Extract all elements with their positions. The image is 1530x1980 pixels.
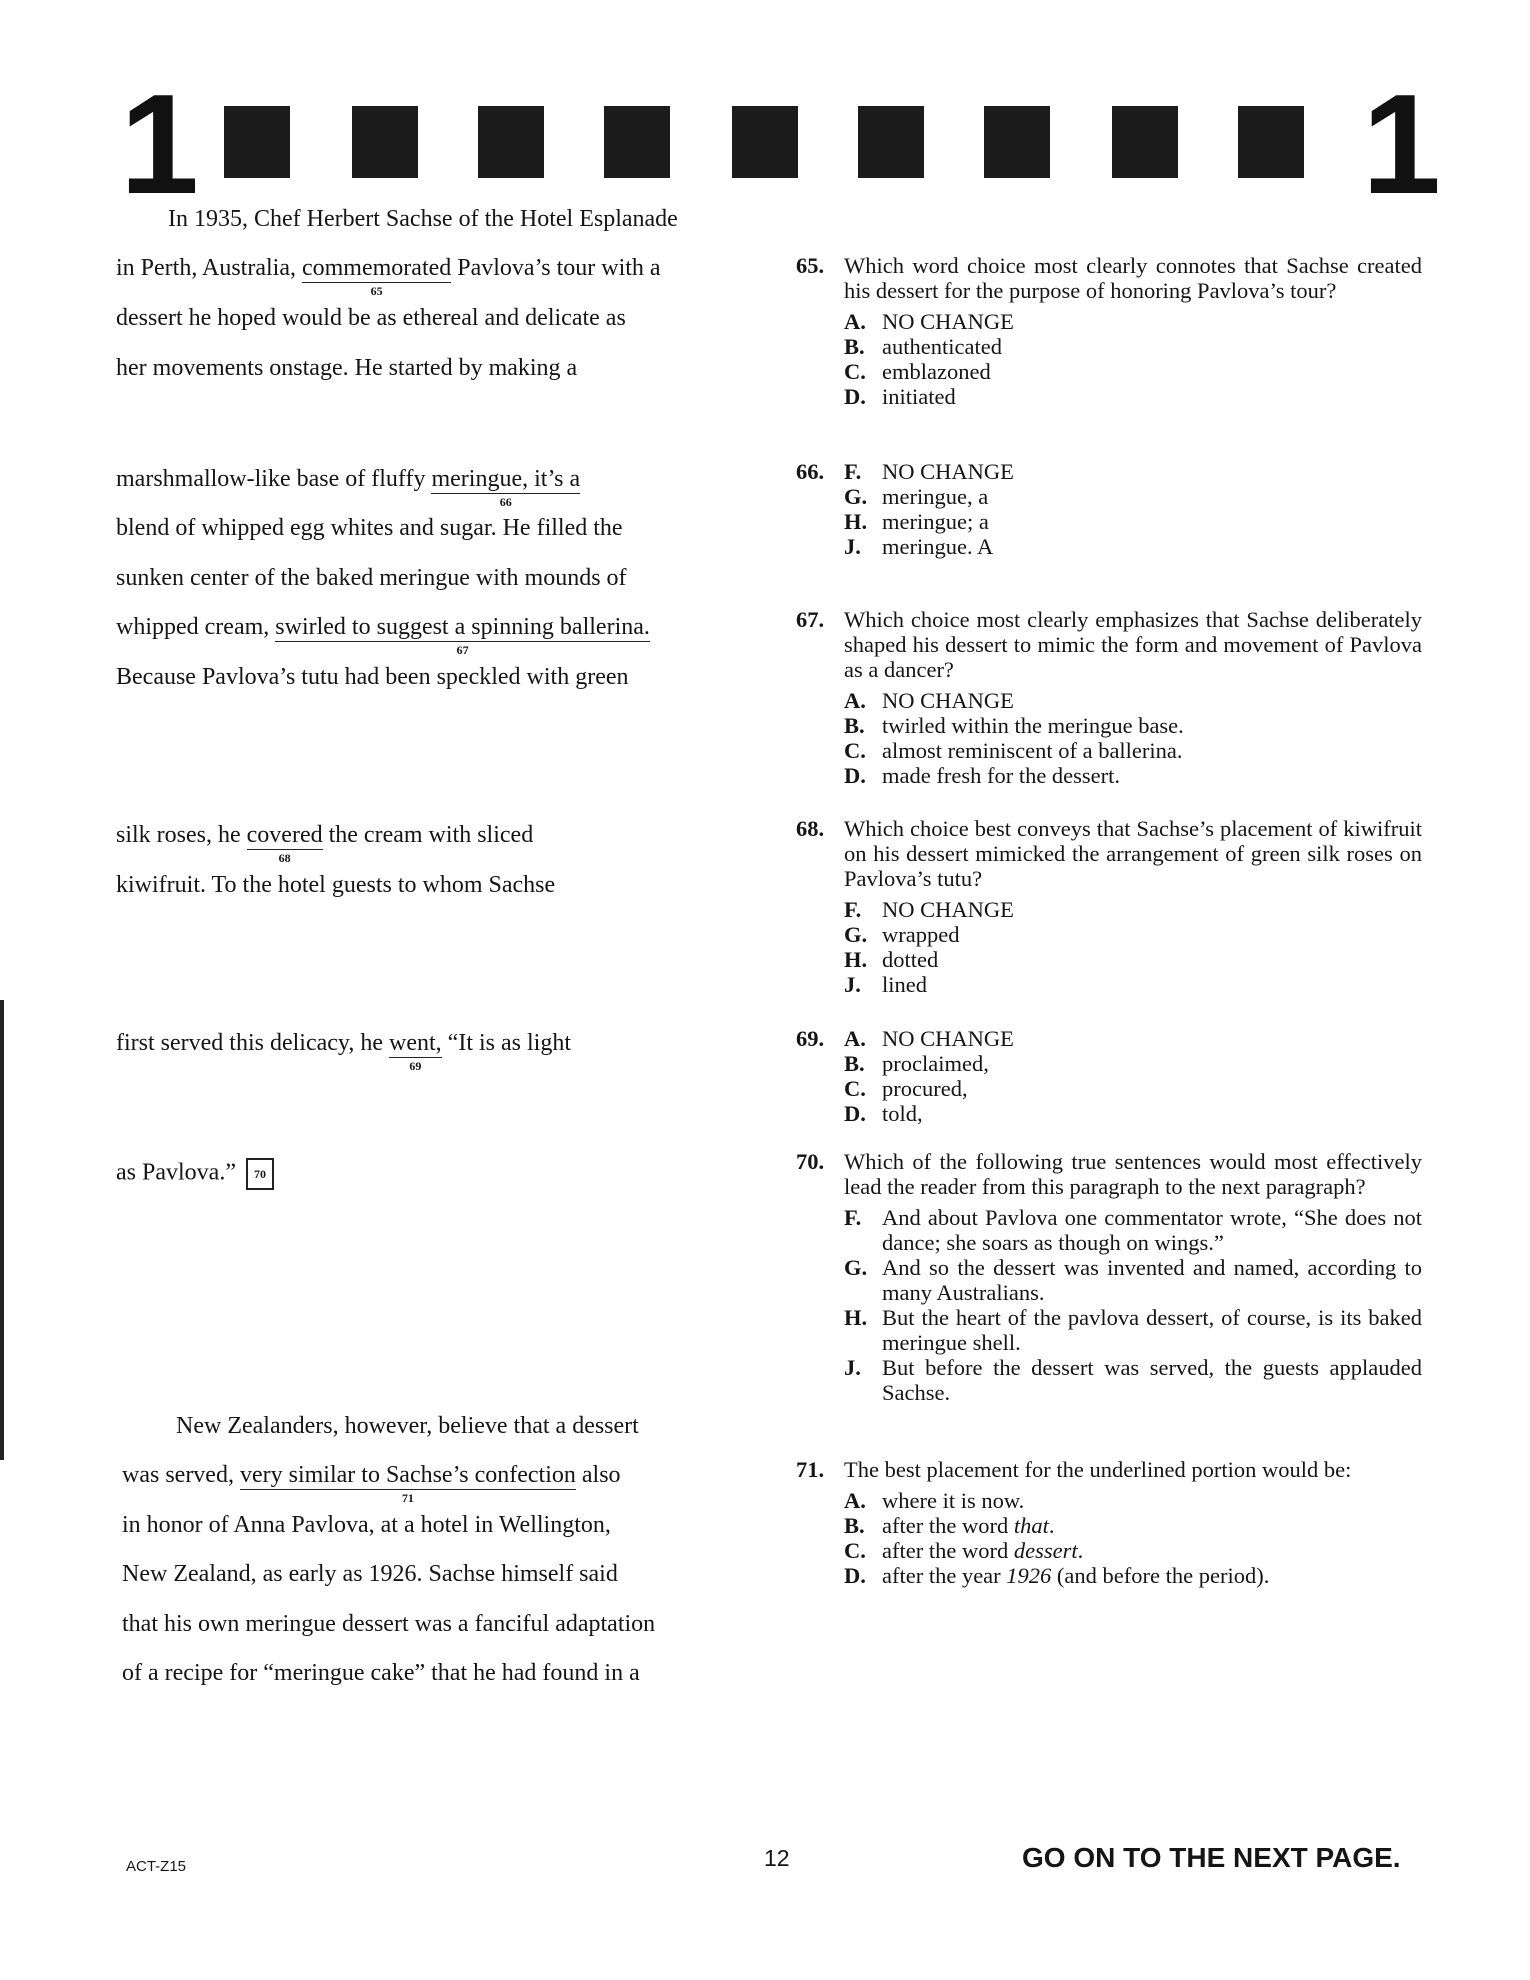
option-letter: F. [844, 459, 862, 484]
option-letter: J. [844, 972, 861, 997]
option-letter: H. [844, 509, 868, 534]
option-letter: A. [844, 309, 866, 334]
option-text: NO CHANGE [882, 459, 1014, 484]
question-marker-65: 65 [370, 284, 383, 298]
answer-options [844, 897, 1422, 997]
question-box-70[interactable]: 70 [246, 1158, 274, 1190]
option-letter: F. [844, 897, 862, 922]
passage-line: that his own meringue dessert was a fanciful adaptation [122, 1611, 656, 1637]
passage-text: as Pavlova.” [116, 1159, 236, 1186]
passage-text: whipped cream, [116, 614, 270, 640]
passage-line: blend of whipped egg whites and sugar. He filled the [116, 515, 623, 541]
question-marker-66: 66 [499, 495, 512, 509]
option-letter: B. [844, 1051, 865, 1076]
option-text: authenticated [882, 334, 1002, 359]
answer-option[interactable] [844, 922, 1422, 947]
header-block [1238, 106, 1304, 178]
option-text: NO CHANGE [882, 688, 1014, 713]
question-stem: Which of the following true sentences would most effectively lead the reader from this paragraph to the next paragraph? [844, 1149, 1422, 1199]
passage-line [116, 466, 581, 509]
option-letter: B. [844, 1513, 865, 1538]
question-number: 68. [796, 816, 825, 841]
option-letter: J. [844, 534, 861, 559]
next-page-notice: GO ON TO THE NEXT PAGE. [1022, 1842, 1401, 1873]
option-letter: A. [844, 1026, 866, 1051]
passage-line: her movements onstage. He started by making a [116, 355, 578, 381]
passage-line [116, 822, 534, 865]
option-text: And about Pavlova one commentator wrote, “She does not dance; she soars as though on wings.” [882, 1205, 1422, 1255]
passage-text: marshmallow-like base of fluffy [116, 466, 426, 492]
option-letter: H. [844, 947, 868, 972]
option-text: meringue, a [882, 484, 989, 509]
question-71 [796, 1457, 1422, 1588]
underlined-text: very similar to Sachse’s confection [239, 1462, 576, 1488]
header-block [224, 106, 290, 178]
option-letter: G. [844, 484, 868, 509]
option-text: meringue; a [882, 509, 989, 534]
header-block [984, 106, 1050, 178]
answer-option[interactable] [844, 1026, 1422, 1051]
option-text: almost reminiscent of a ballerina. [882, 738, 1183, 763]
option-letter: J. [844, 1355, 861, 1380]
passage-text: the cream with sliced [328, 822, 534, 848]
option-text: initiated [882, 384, 956, 409]
underlined-portion-65[interactable] [301, 255, 452, 298]
question-70 [796, 1149, 1422, 1405]
answer-option[interactable] [844, 1051, 1422, 1076]
option-letter: D. [844, 1101, 866, 1126]
option-letter: D. [844, 763, 866, 788]
option-text: procured, [882, 1076, 968, 1101]
passage-line: dessert he hoped would be as ethereal and delicate as [116, 305, 626, 331]
underlined-text: covered [246, 822, 323, 848]
answer-options [844, 459, 1422, 559]
header-block [352, 106, 418, 178]
answer-option[interactable] [844, 763, 1422, 788]
answer-option[interactable] [844, 1513, 1422, 1538]
answer-options [844, 1205, 1422, 1405]
passage-line [116, 614, 650, 657]
answer-option[interactable] [844, 972, 1422, 997]
question-stem: The best placement for the underlined portion would be: [844, 1457, 1352, 1482]
option-text: proclaimed, [882, 1051, 989, 1076]
answer-option[interactable] [844, 1563, 1422, 1588]
question-stem: Which choice best conveys that Sachse’s placement of kiwifruit on his dessert mimicked the arrangement of green silk roses on Pavlova’s tutu? [844, 816, 1422, 891]
option-letter: F. [844, 1205, 862, 1230]
answer-option[interactable] [844, 1101, 1422, 1126]
answer-options [844, 1026, 1422, 1126]
option-text: wrapped [882, 922, 960, 947]
underlined-portion-69[interactable] [389, 1030, 442, 1073]
passage-text: was served, [122, 1462, 234, 1488]
answer-option[interactable] [844, 534, 1422, 559]
passage-line [116, 255, 661, 298]
option-text: twirled within the meringue base. [882, 713, 1184, 738]
header-block [478, 106, 544, 178]
underlined-portion-66[interactable] [431, 466, 581, 509]
option-letter: H. [844, 1305, 868, 1330]
question-number: 70. [796, 1149, 825, 1174]
passage-text: first served this delicacy, he [116, 1030, 384, 1056]
option-text: after the word [882, 1513, 1014, 1538]
passage-line: In 1935, Chef Herbert Sachse of the Hotel Esplanade [168, 206, 678, 232]
question-marker-67: 67 [456, 643, 469, 657]
answer-option[interactable] [844, 1205, 1422, 1255]
option-text: But before the dessert was served, the guests applauded Sachse. [882, 1355, 1422, 1405]
question-number: 67. [796, 607, 825, 632]
option-letter: C. [844, 738, 866, 763]
question-number: 66. [796, 459, 825, 484]
option-text: told, [882, 1101, 923, 1126]
passage-line [116, 1030, 571, 1073]
question-stem: Which word choice most clearly connotes that Sachse created his dessert for the purpose of honoring Pavlova’s tour? [844, 253, 1422, 303]
question-number: 69. [796, 1026, 825, 1051]
question-66 [796, 459, 1422, 559]
header-block [604, 106, 670, 178]
answer-option[interactable] [844, 384, 1422, 409]
header-block [858, 106, 924, 178]
passage-text: silk roses, he [116, 822, 241, 848]
option-emphasis: 1926 [1006, 1563, 1052, 1588]
answer-option[interactable] [844, 688, 1422, 713]
passage-line: sunken center of the baked meringue with mounds of [116, 565, 627, 591]
passage-line: of a recipe for “meringue cake” that he had found in a [122, 1660, 640, 1686]
underlined-text: commemorated [301, 255, 452, 281]
option-text: dotted [882, 947, 939, 972]
answer-option[interactable] [844, 334, 1422, 359]
option-letter: A. [844, 688, 866, 713]
answer-option[interactable] [844, 309, 1422, 334]
passage-line: New Zealanders, however, believe that a dessert [176, 1413, 639, 1439]
question-marker-71: 71 [401, 1491, 414, 1505]
option-text: after the year [882, 1563, 1007, 1588]
answer-option[interactable] [844, 1538, 1422, 1563]
option-text: NO CHANGE [882, 897, 1014, 922]
question-67 [796, 607, 1422, 788]
underlined-portion-68[interactable] [246, 822, 323, 865]
option-text: . [1077, 1538, 1084, 1563]
answer-option[interactable] [844, 1305, 1422, 1355]
passage-line: in honor of Anna Pavlova, at a hotel in Wellington, [122, 1512, 611, 1538]
margin-scan-bar [0, 1000, 4, 1460]
passage-text: “It is as light [447, 1030, 571, 1056]
answer-option[interactable] [844, 713, 1422, 738]
question-number: 65. [796, 253, 825, 278]
option-emphasis: dessert [1013, 1538, 1078, 1563]
header-block [732, 106, 798, 178]
option-letter: C. [844, 359, 866, 384]
section-number-left: 1 [120, 65, 199, 224]
answer-options [844, 309, 1422, 409]
option-text: But the heart of the pavlova dessert, of course, is its baked meringue shell. [882, 1305, 1422, 1355]
option-letter: C. [844, 1538, 866, 1563]
option-emphasis: that [1013, 1513, 1049, 1538]
answer-options [844, 1488, 1422, 1588]
answer-option[interactable] [844, 897, 1422, 922]
underlined-text: went, [389, 1030, 442, 1056]
option-letter: A. [844, 1488, 866, 1513]
answer-option[interactable] [844, 738, 1422, 763]
option-letter: B. [844, 334, 865, 359]
option-text: where it is now. [882, 1488, 1025, 1513]
section-number-right: 1 [1362, 65, 1441, 224]
option-letter: C. [844, 1076, 866, 1101]
test-code: ACT-Z15 [126, 1858, 187, 1875]
question-number: 71. [796, 1457, 825, 1482]
option-text: made fresh for the dessert. [882, 763, 1121, 788]
option-text: . [1048, 1513, 1055, 1538]
passage-line: Because Pavlova’s tutu had been speckled with green [116, 664, 629, 690]
page-number: 12 [764, 1845, 790, 1871]
question-stem: Which choice most clearly emphasizes that Sachse deliberately shaped his dessert to mimic the form and movement of Pavlova as a dancer? [844, 607, 1422, 682]
answer-option[interactable] [844, 484, 1422, 509]
answer-option[interactable] [844, 509, 1422, 534]
option-letter: G. [844, 1255, 868, 1280]
option-text: emblazoned [882, 359, 991, 384]
option-text: after the word [882, 1538, 1014, 1563]
header-block [1112, 106, 1178, 178]
option-letter: D. [844, 1563, 866, 1588]
answer-option[interactable] [844, 1076, 1422, 1101]
answer-options [844, 688, 1422, 788]
passage-text: also [581, 1462, 621, 1488]
underlined-text: swirled to suggest a spinning ballerina. [275, 614, 650, 640]
question-69 [796, 1026, 1422, 1126]
underlined-text: meringue, it’s a [431, 466, 581, 492]
answer-option[interactable] [844, 1255, 1422, 1305]
option-text: NO CHANGE [882, 309, 1014, 334]
option-letter: B. [844, 713, 865, 738]
answer-option[interactable] [844, 947, 1422, 972]
answer-option[interactable] [844, 1355, 1422, 1405]
passage-line [116, 1158, 274, 1190]
passage-text: in Perth, Australia, [116, 255, 296, 281]
answer-option[interactable] [844, 459, 1422, 484]
passage-text: Pavlova’s tour with a [457, 255, 661, 281]
answer-option[interactable] [844, 1488, 1422, 1513]
option-text: meringue. A [882, 534, 994, 559]
answer-option[interactable] [844, 359, 1422, 384]
option-letter: D. [844, 384, 866, 409]
underlined-portion-67[interactable] [275, 614, 650, 657]
question-marker-69: 69 [409, 1059, 422, 1073]
option-text: NO CHANGE [882, 1026, 1014, 1051]
question-marker-68: 68 [278, 851, 291, 865]
option-text: (and before the period). [1051, 1563, 1270, 1588]
passage-line: New Zealand, as early as 1926. Sachse himself said [122, 1561, 618, 1587]
question-68 [796, 816, 1422, 997]
option-text: lined [882, 972, 927, 997]
passage-line [122, 1462, 621, 1505]
underlined-portion-71[interactable] [239, 1462, 576, 1505]
option-text: And so the dessert was invented and named, according to many Australians. [882, 1255, 1422, 1305]
passage-line: kiwifruit. To the hotel guests to whom Sachse [116, 872, 556, 898]
option-letter: G. [844, 922, 868, 947]
question-65 [796, 253, 1422, 409]
